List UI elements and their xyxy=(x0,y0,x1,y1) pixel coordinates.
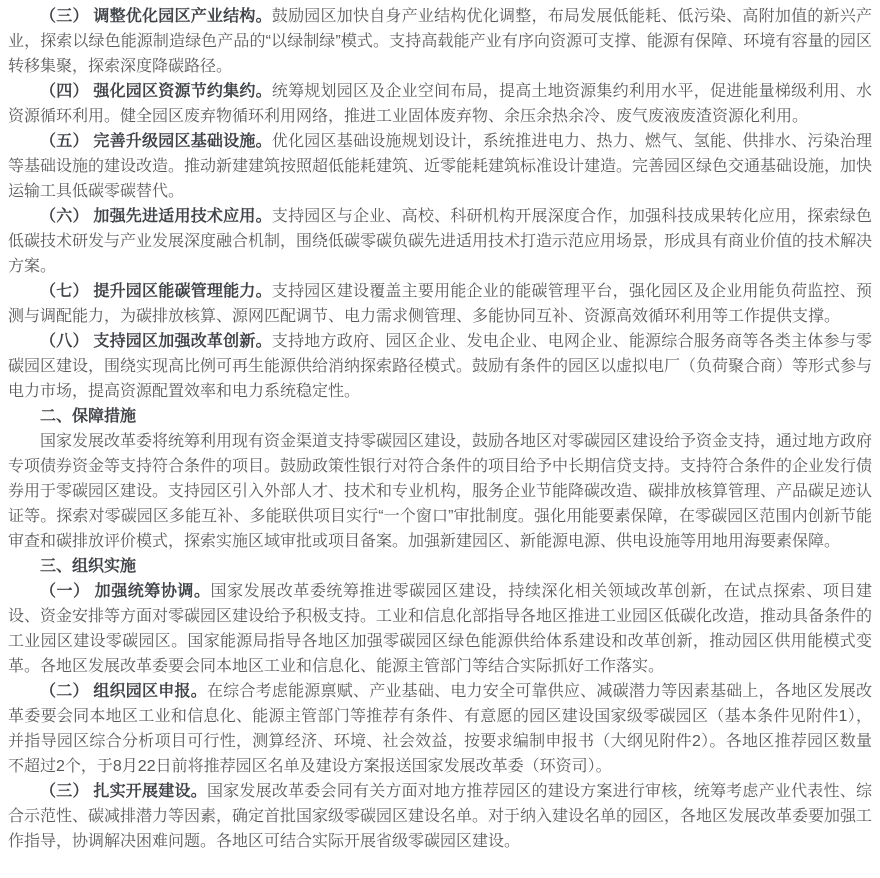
paragraph-lead: （三） 调整优化园区产业结构。 xyxy=(40,8,272,25)
paragraph-text: 国家发展改革委会同有关方面对地方推荐园区的建设方案进行审核，统筹考虑产业代表性、综合示范性、碳减排潜力等因素，确定首批国家级零碳园区建设名单。对于纳入建设名单的园区，各地区发展改革委要加强工作指导，协调解决困难问题。各地区可结合实际开展省级零碳园区建设。 xyxy=(8,783,873,850)
paragraph-text: 支持园区建设覆盖主要用能企业的能碳管理平台，强化园区及企业用能负荷监控、预测与调配能力，为碳排放核算、源网匹配调节、电力需求侧管理、多能协同互补、资源高效循环利用等工作提供支撑。 xyxy=(8,283,872,325)
paragraph-lead: （四） 强化园区资源节约集约。 xyxy=(40,83,272,100)
section-heading-text: 三、组织实施 xyxy=(40,558,137,575)
section-heading-2 xyxy=(8,404,872,429)
paragraph-item-5 xyxy=(8,129,872,204)
paragraph-text: 优化园区基础设施规划设计，系统推进电力、热力、燃气、氢能、供排水、污染治理等基础设施的建设改造。推动新建建筑按照超低能耗建筑、近零能耗建筑标准设计建造。完善园区绿色交通基础设施，加快运输工具低碳零碳替代。 xyxy=(8,133,873,200)
paragraph-safeguards xyxy=(8,429,872,554)
paragraph-item-7 xyxy=(8,279,872,329)
paragraph-lead: （七） 提升园区能碳管理能力。 xyxy=(40,283,272,300)
section-heading-text: 二、保障措施 xyxy=(40,408,137,425)
paragraph-text: 国家发展改革委统筹推进零碳园区建设，持续深化相关领域改革创新，在试点探索、项目建设、资金安排等方面对零碳园区建设给予积极支持。工业和信息化部指导各地区推进工业园区低碳化改造，推动具备条件的工业园区建设零碳园区。国家能源局指导各地区加强零碳园区绿色能源供给体系建设和改革创新，推动园区供用能模式变革。各地区发展改革委要会同本地区工业和信息化、能源主管部门等结合实际抓好工作落实。 xyxy=(8,583,873,675)
paragraph-text: 支持地方政府、园区企业、发电企业、电网企业、能源综合服务商等各类主体参与零碳园区建设，围绕实现高比例可再生能源供给消纳探索路径模式。鼓励有条件的园区以虚拟电厂（负荷聚合商）等形式参与电力市场，提高资源配置效率和电力系统稳定性。 xyxy=(8,333,873,400)
paragraph-item-1 xyxy=(8,579,872,679)
paragraph-item-3b xyxy=(8,779,872,854)
paragraph-text: 鼓励园区加快自身产业结构优化调整，布局发展低能耗、低污染、高附加值的新兴产业，探索以绿色能源制造绿色产品的“以绿制绿”模式。支持高载能产业有序向资源可支撑、能源有保障、环境有容量的园区转移集聚，探索深度降碳路径。 xyxy=(8,8,872,75)
paragraph-lead: （二） 组织园区申报。 xyxy=(40,683,207,700)
paragraph-text: 国家发展改革委将统筹利用现有资金渠道支持零碳园区建设，鼓励各地区对零碳园区建设给予资金支持，通过地方政府专项债券资金等支持符合条件的项目。鼓励政策性银行对符合条件的项目给予中长期信贷支持。支持符合条件的企业发行债券用于零碳园区建设。支持园区引入外部人才、技术和专业机构，服务企业节能降碳改造、碳排放核算管理、产品碳足迹认证等。探索对零碳园区多能互补、多能联供项目实行“一个窗口”审批制度。强化用能要素保障，在零碳园区范围内创新节能审查和碳排放评价模式，探索实施区域审批或项目备案。加强新建园区、新能源电源、供电设施等用地用海要素保障。 xyxy=(8,433,873,550)
paragraph-lead: （一） 加强统筹协调。 xyxy=(40,583,211,600)
paragraph-item-8 xyxy=(8,329,872,404)
paragraph-item-6 xyxy=(8,204,872,279)
paragraph-lead: （五） 完善升级园区基础设施。 xyxy=(40,133,272,150)
paragraph-item-2 xyxy=(8,679,872,779)
paragraph-text: 在综合考虑能源禀赋、产业基础、电力安全可靠供应、减碳潜力等因素基础上，各地区发展改革委要会同本地区工业和信息化、能源主管部门等推荐有条件、有意愿的园区建设国家级零碳园区（基本条件见附件1），并指导园区综合分析项目可行性，测算经济、环境、社会效益，按要求编制申报书（大纲见附件2）。各地区推荐园区数量不超过2个，于8月22日前将推荐园区名单及建设方案报送国家发展改革委（环资司）。 xyxy=(8,683,872,775)
paragraph-text: 统筹规划园区及企业空间布局，提高土地资源集约利用水平，促进能量梯级利用、水资源循环利用。健全园区废弃物循环利用网络，推进工业固体废弃物、余压余热余冷、废气废液废渣资源化利用。 xyxy=(8,83,872,125)
paragraph-lead: （六） 加强先进适用技术应用。 xyxy=(40,208,272,225)
paragraph-item-3 xyxy=(8,4,872,79)
section-heading-3 xyxy=(8,554,872,579)
paragraph-item-4 xyxy=(8,79,872,129)
paragraph-text: 支持园区与企业、高校、科研机构开展深度合作，加强科技成果转化应用，探索绿色低碳技术研发与产业发展深度融合机制，围绕低碳零碳负碳先进适用技术打造示范应用场景，形成具有商业价值的技术解决方案。 xyxy=(8,208,873,275)
paragraph-lead: （八） 支持园区加强改革创新。 xyxy=(40,333,272,350)
paragraph-lead: （三） 扎实开展建设。 xyxy=(40,783,207,800)
